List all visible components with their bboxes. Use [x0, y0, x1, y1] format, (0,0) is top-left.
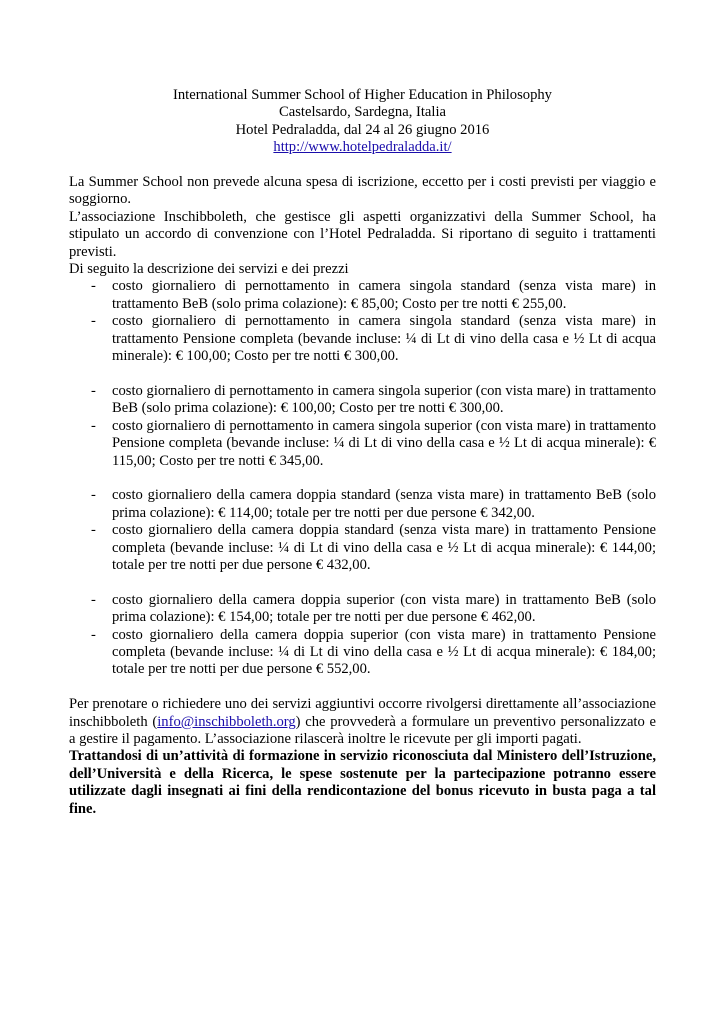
intro-paragraph-agreement: L’associazione Inschibboleth, che gestisce gli aspetti organizzativi della Summer School, ha stipulato un accordo di convenzione con l’Hotel Pedraladda. Si riportano di seguito i trattamenti previsti. [69, 208, 656, 260]
price-list-single-superior [69, 383, 656, 470]
hotel-website-link[interactable]: http://www.hotelpedraladda.it/ [273, 139, 452, 156]
contact-email-link[interactable]: info@inschibboleth.org [157, 713, 296, 730]
booking-paragraph [69, 696, 656, 748]
header-title: International Summer School of Higher Education in Philosophy [173, 87, 552, 103]
training-bonus-notice: Trattandosi di un’attività di formazione in servizio riconosciuta dal Ministero dell’Istruzione, dell’Università e della Ricerca, le spese sostenute per la partecipazione potranno essere utilizzate dagli insegnati ai fini della rendicontazione del bonus ricevuto in busta paga a tal fine. [69, 748, 656, 817]
document-header [69, 87, 656, 157]
price-list-double-superior [69, 592, 656, 679]
intro-paragraph-fees: La Summer School non prevede alcuna spesa di iscrizione, eccetto per i costi previsti per viaggio e soggiorno. [69, 174, 656, 208]
list-item: - costo giornaliero di pernottamento in camera singola superior (con vista mare) in trattamento Pensione completa (bevande incluse: ¼ di Lt di vino della casa e ½ Lt di acqua minerale): € 115,00; Costo per tre notti € 345,00. [69, 418, 656, 470]
list-item: - costo giornaliero di pernottamento in camera singola standard (senza vista mare) in trattamento BeB (solo prima colazione): € 85,00; Costo per tre notti € 255,00. [69, 278, 656, 313]
booking-text-end: ) che provvederà a formulare un preventivo personalizzato e a gestire il pagamento. L’associazione rilascerà inoltre le ricevute per gli importi pagati. [69, 713, 656, 747]
list-item: - costo giornaliero della camera doppia standard (senza vista mare) in trattamento Pensione completa (bevande incluse: ¼ di Lt di vino della casa e ½ Lt di acqua minerale): € 144,00; totale per tre notti per due persone € 432,00. [69, 522, 656, 574]
list-item: - costo giornaliero della camera doppia standard (senza vista mare) in trattamento BeB (solo prima colazione): € 114,00; totale per tre notti per due persone € 342,00. [69, 487, 656, 522]
intro-paragraph-services: Di seguito la descrizione dei servizi e dei prezzi [69, 261, 349, 278]
price-list-double-standard [69, 487, 656, 574]
header-venue-dates: Hotel Pedraladda, dal 24 al 26 giugno 2016 [235, 121, 490, 138]
header-location: Castelsardo, Sardegna, Italia [279, 104, 446, 121]
list-item: - costo giornaliero della camera doppia superior (con vista mare) in trattamento Pensione completa (bevande incluse: ¼ di Lt di vino della casa e ½ Lt di acqua minerale): € 184,00; totale per tre notti per due persone € 552,00. [69, 627, 656, 679]
list-item: - costo giornaliero della camera doppia superior (con vista mare) in trattamento BeB (solo prima colazione): € 154,00; totale per tre notti per due persone € 462,00. [69, 592, 656, 627]
list-item: - costo giornaliero di pernottamento in camera singola standard (senza vista mare) in trattamento Pensione completa (bevande incluse: ¼ di Lt di vino della casa e ½ Lt di acqua minerale): € 100,00; Costo per tre notti € 300,00. [69, 313, 656, 365]
list-item: - costo giornaliero di pernottamento in camera singola superior (con vista mare) in trattamento BeB (solo prima colazione): € 100,00; Costo per tre notti € 300,00. [69, 383, 656, 418]
booking-text-start: Per prenotare o richiedere uno dei servizi aggiuntivi occorre rivolgersi direttamente all’associazione inschibboleth ( [69, 696, 656, 730]
price-list-single-standard [69, 278, 656, 365]
